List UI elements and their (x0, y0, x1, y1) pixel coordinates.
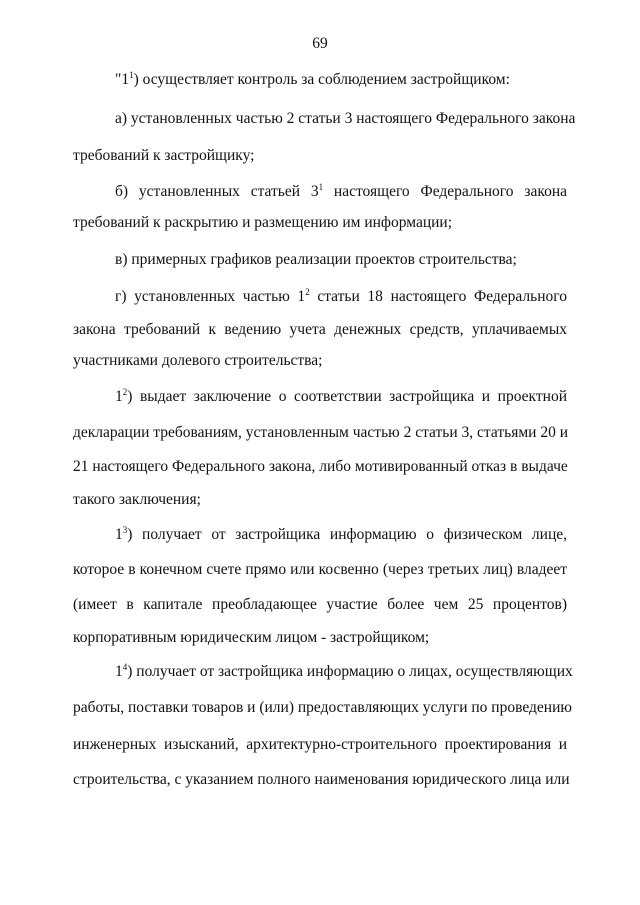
paragraph-1-2-line-3: 21 настоящего Федерального закона, либо мотивированный отказ в выдаче (73, 458, 568, 475)
page-number: 69 (312, 35, 328, 52)
text-fragment: ) выдает заключение о соответствии застройщика и проектной (127, 388, 567, 405)
text-fragment: ) получает от застройщика информацию о физическом лице, (127, 526, 567, 543)
text-fragment: ) осуществляет контроль за соблюдением застройщиком: (133, 71, 510, 88)
paragraph-1-4-line-2: работы, поставки товаров и (или) предоставляющих услуги по проведению (73, 699, 572, 716)
text-fragment: статьи 18 настоящего Федерального (309, 288, 567, 305)
item-b-line-1 (115, 182, 567, 202)
paragraph-1-4-line-3: инженерных изысканий, архитектурно-строительного проектирования и (73, 736, 567, 753)
superscript: 1 (318, 182, 324, 192)
paragraph-1-3-line-2: которое в конечном счете прямо или косвенно (через третьих лиц) владеет (73, 561, 567, 578)
item-v-line-1: в) примерных графиков реализации проектов строительства; (115, 251, 517, 268)
item-a-line-1: а) установленных частью 2 статьи 3 настоящего Федерального закона (115, 110, 576, 127)
superscript: 3 (122, 525, 128, 535)
paragraph-1-2-line-1 (115, 387, 567, 407)
text-fragment: "1 (115, 71, 130, 88)
item-g-line-1 (115, 287, 567, 307)
item-g-line-3: участниками долевого строительства; (73, 352, 323, 369)
item-a-line-2: требований к застройщику; (73, 147, 255, 164)
paragraph-1-3-line-4: корпоративным юридическим лицом - застройщиком; (73, 629, 430, 646)
paragraph-1-4-line-4: строительства, с указанием полного наименования юридического лица или (73, 771, 570, 788)
text-fragment: 1 (115, 663, 123, 680)
text-fragment: б) установленных статьей 3 (115, 183, 319, 200)
superscript: 4 (122, 662, 128, 672)
text-fragment: настоящего Федерального закона (323, 183, 568, 200)
paragraph-1-3-line-3: (имеет в капитале преобладающее участие более чем 25 процентов) (73, 596, 567, 613)
superscript: 1 (129, 70, 134, 80)
superscript: 2 (305, 287, 310, 297)
paragraph-1-1 (115, 70, 510, 90)
paragraph-1-2-line-4: такого заключения; (73, 491, 201, 508)
text-fragment: 1 (115, 388, 123, 405)
text-fragment: 1 (115, 526, 123, 543)
paragraph-1-4-line-1 (115, 662, 573, 682)
item-g-line-2: закона требований к ведению учета денежных средств, уплачиваемых (73, 321, 567, 338)
text-fragment: г) установленных частью 1 (115, 288, 306, 305)
paragraph-1-3-line-1 (115, 525, 567, 545)
paragraph-1-2-line-2: декларации требованиям, установленным частью 2 статьи 3, статьями 20 и (73, 424, 568, 441)
text-fragment: ) получает от застройщика информацию о лицах, осуществляющих (127, 663, 573, 680)
superscript: 2 (122, 387, 128, 397)
item-b-line-2: требований к раскрытию и размещению им информации; (73, 214, 453, 231)
